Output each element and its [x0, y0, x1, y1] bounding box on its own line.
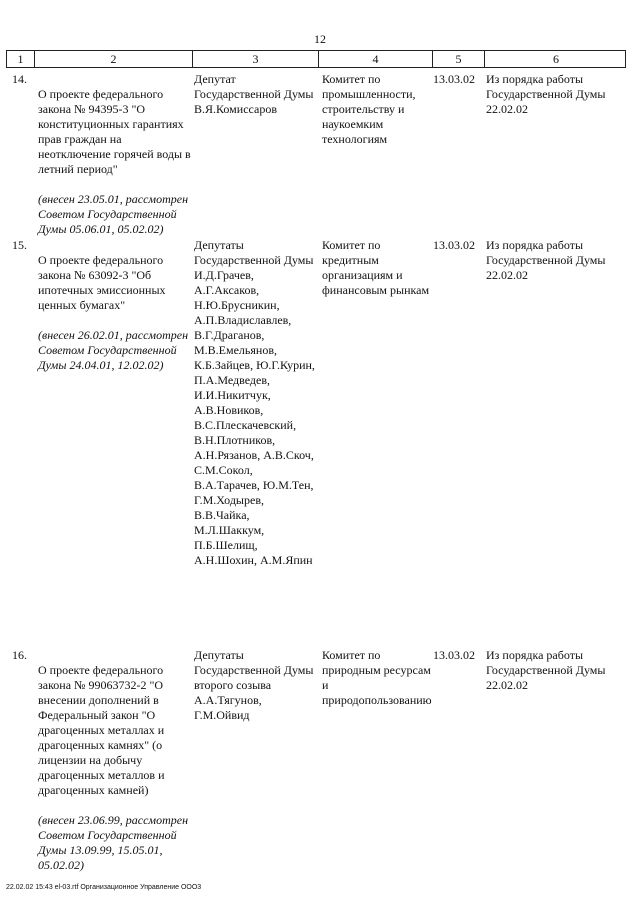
column-header-row	[6, 50, 626, 68]
project-status: (внесен 23.05.01, рассмотрен Советом Государственной Думы 05.06.01, 05.02.02)	[38, 192, 189, 236]
column-header-3: 3	[193, 51, 319, 67]
agenda-table	[6, 50, 626, 872]
date-cell: 13.03.02	[433, 238, 475, 252]
committee-cell: Комитет по промышленности, строительству и наукоемким технологиям	[322, 72, 416, 146]
column-header-4: 4	[319, 51, 433, 67]
author-cell: Депутат Государственной Думы В.Я.Комиссаров	[194, 72, 314, 116]
project-title: О проекте федерального закона № 99063732-2 "О внесении дополнений в Федеральный закон "О драгоценных металлах и драгоценных камнях" (о лицензии на добычу драгоценных металлов и драгоценных камней)	[38, 663, 165, 797]
note-cell: Из порядка работы Государственной Думы 22.02.02	[486, 238, 606, 282]
column-header-2: 2	[35, 51, 193, 67]
column-header-5: 5	[433, 51, 485, 67]
project-status: (внесен 26.02.01, рассмотрен Советом Государственной Думы 24.04.01, 12.02.02)	[38, 328, 189, 372]
note-cell: Из порядка работы Государственной Думы 22.02.02	[486, 648, 606, 692]
project-title: О проекте федерального закона № 63092-3 "Об ипотечных эмиссионных ценных бумагах"	[38, 253, 166, 312]
project-cell	[38, 238, 196, 388]
project-status: (внесен 23.06.99, рассмотрен Советом Государственной Думы 13.09.99, 15.05.01, 05.02.02)	[38, 813, 189, 872]
project-cell	[38, 648, 196, 888]
author-cell: Депутаты Государственной Думы И.Д.Грачев, А.Г.Аксаков, Н.Ю.Брусникин, А.П.Владиславлев, В.Г.Драганов, М.В.Емельянов, К.Б.Зайцев, Ю.Г.Курин, П.А.Медведев, И.И.Никитчук, А.В.Новиков, В.С.Плескачевский, В.Н.Плотников, А.Н.Рязанов, А.В.Скоч, С.М.Сокол, В.А.Тарачев, Ю.М.Тен, Г.М.Ходырев, В.В.Чайка, М.Л.Шаккум, П.Б.Шелищ, А.Н.Шохин, А.М.Япин	[194, 238, 315, 567]
project-title: О проекте федерального закона № 94395-3 "О конституционных гарантиях прав граждан на неотключение горячей воды в летний период"	[38, 87, 191, 176]
footer-info: 22.02.02 15:43 el-03.rtf Организационное Управление ООО3	[6, 884, 202, 891]
date-cell: 13.03.02	[433, 648, 475, 662]
committee-cell: Комитет по природным ресурсам и природопользованию	[322, 648, 432, 707]
page-number: 12	[314, 32, 326, 46]
note-cell: Из порядка работы Государственной Думы 22.02.02	[486, 72, 606, 116]
committee-cell: Комитет по кредитным организациям и финансовым рынкам	[322, 238, 430, 297]
author-cell: Депутаты Государственной Думы второго созыва А.А.Тягунов, Г.М.Ойвид	[194, 648, 314, 722]
item-number: 15.	[12, 238, 27, 252]
column-header-1: 1	[7, 51, 35, 67]
item-number: 16.	[12, 648, 27, 662]
project-cell	[38, 72, 196, 252]
item-number: 14.	[12, 72, 27, 86]
column-header-6: 6	[553, 52, 559, 66]
date-cell: 13.03.02	[433, 72, 475, 86]
